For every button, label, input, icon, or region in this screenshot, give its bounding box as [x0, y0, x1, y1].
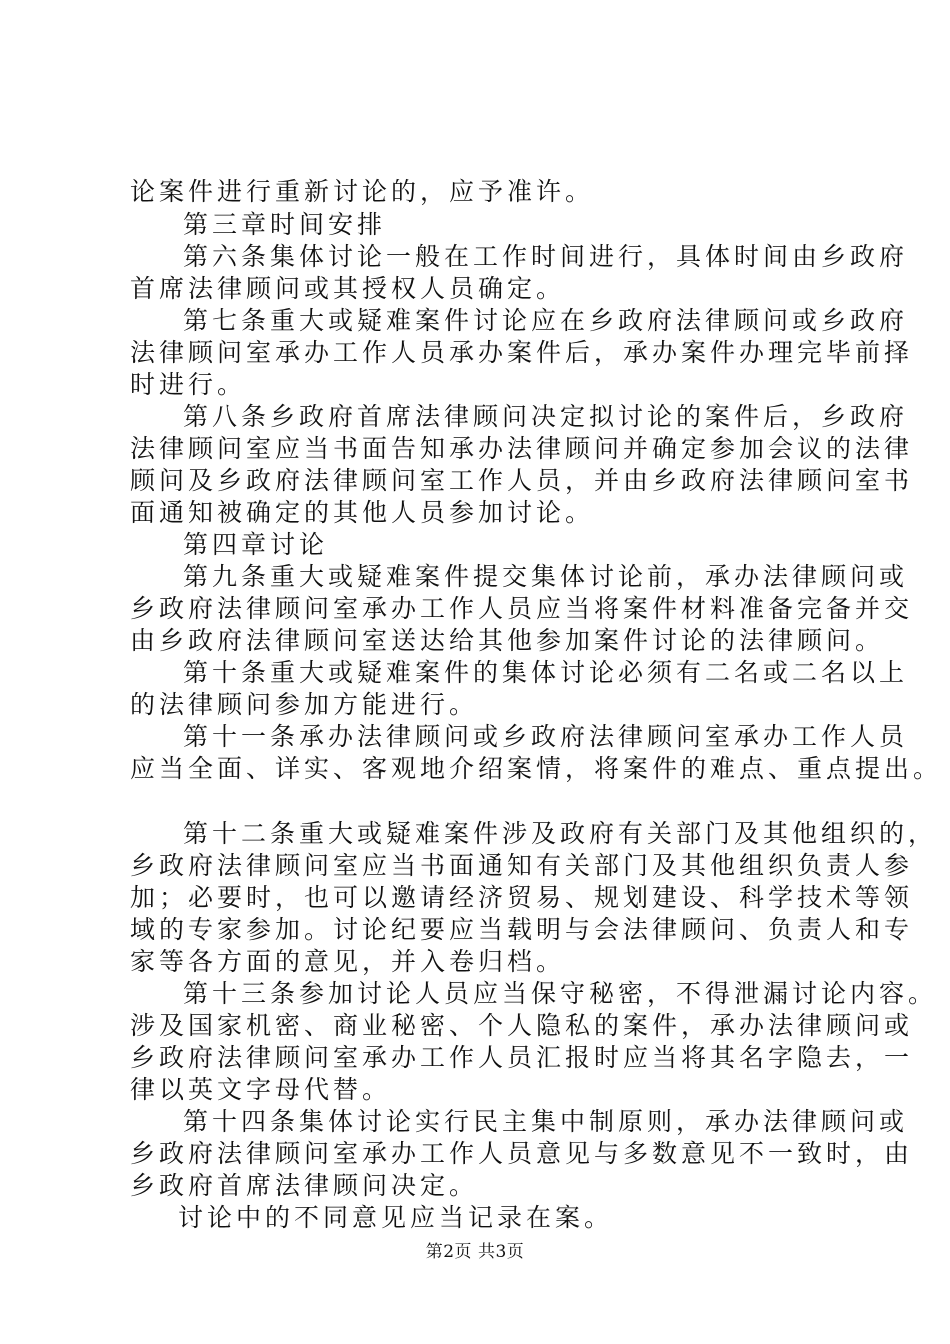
- text-line: 时进行。: [130, 370, 247, 399]
- text-line: 乡政府法律顾问室承办工作人员意见与多数意见不一致时，由: [130, 1139, 914, 1168]
- text-line: 第十三条参加讨论人员应当保守秘密，不得泄漏讨论内容。: [183, 979, 938, 1008]
- text-line: 第十二条重大或疑难案件涉及政府有关部门及其他组织的，: [183, 819, 938, 848]
- text-line: 顾问及乡政府法律顾问室工作人员，并由乡政府法律顾问室书: [130, 466, 914, 495]
- text-line: 由乡政府法律顾问室送达给其他参加案件讨论的法律顾问。: [130, 626, 885, 655]
- text-line: 的法律顾问参加方能进行。: [130, 690, 479, 719]
- text-line: 第七条重大或疑难案件讨论应在乡政府法律顾问或乡政府: [183, 306, 909, 335]
- text-line: 律以英文字母代替。: [130, 1075, 392, 1104]
- text-line: 第八条乡政府首席法律顾问决定拟讨论的案件后，乡政府: [183, 402, 909, 431]
- text-line: 家等各方面的意见，并入卷归档。: [130, 947, 566, 976]
- text-line: 加；必要时，也可以邀请经济贸易、规划建设、科学技术等领: [130, 883, 914, 912]
- text-line: 第十四条集体讨论实行民主集中制原则，承办法律顾问或: [183, 1107, 909, 1136]
- chapter-heading: 第三章时间安排: [183, 210, 387, 239]
- text-line: 乡政府法律顾问室承办工作人员汇报时应当将其名字隐去，一: [130, 1043, 914, 1072]
- text-line: 涉及国家机密、商业秘密、个人隐私的案件，承办法律顾问或: [130, 1011, 914, 1040]
- text-line: 法律顾问室承办工作人员承办案件后，承办案件办理完毕前择: [130, 338, 914, 367]
- text-line: 第十一条承办法律顾问或乡政府法律顾问室承办工作人员: [183, 722, 909, 751]
- text-line: 乡政府法律顾问室承办工作人员应当将案件材料准备完备并交: [130, 594, 914, 623]
- text-line: 论案件进行重新讨论的，应予准许。: [130, 177, 595, 206]
- text-line: 第十条重大或疑难案件的集体讨论必须有二名或二名以上: [183, 658, 909, 687]
- text-line: 乡政府首席法律顾问决定。: [130, 1171, 479, 1200]
- text-line: 乡政府法律顾问室应当书面通知有关部门及其他组织负责人参: [130, 851, 914, 880]
- text-line: 面通知被确定的其他人员参加讨论。: [130, 498, 595, 527]
- text-line: 首席法律顾问或其授权人员确定。: [130, 274, 566, 303]
- text-line: 第六条集体讨论一般在工作时间进行，具体时间由乡政府: [183, 242, 909, 271]
- text-line: 讨论中的不同意见应当记录在案。: [178, 1203, 614, 1232]
- text-line: 第九条重大或疑难案件提交集体讨论前，承办法律顾问或: [183, 562, 909, 591]
- text-line: 应当全面、详实、客观地介绍案情，将案件的难点、重点提出。: [130, 754, 943, 783]
- page-number-footer: 第2页 共3页: [425, 1242, 525, 1262]
- text-line: 法律顾问室应当书面告知承办法律顾问并确定参加会议的法律: [130, 434, 914, 463]
- text-line: 域的专家参加。讨论纪要应当载明与会法律顾问、负责人和专: [130, 915, 914, 944]
- chapter-heading: 第四章讨论: [183, 530, 329, 559]
